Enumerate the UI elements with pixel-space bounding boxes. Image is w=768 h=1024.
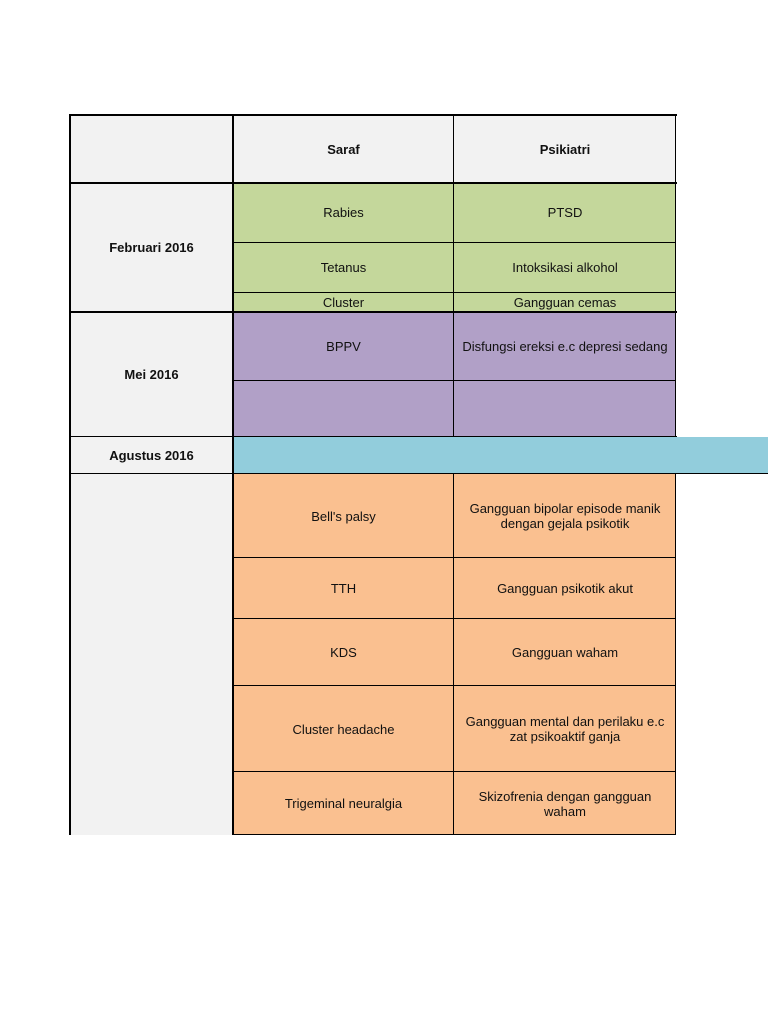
border-right [675,114,676,437]
row-divider [233,685,676,686]
border-bottom [233,834,676,835]
period-label-februari: Februari 2016 [70,183,233,312]
fourth-saraf-cell-1: Bell's palsy [233,474,454,558]
border-between-columns [453,474,454,835]
februari-psikiatri-cell-2: Intoksikasi alkohol [454,242,676,293]
row-divider [233,618,676,619]
period-label-mei: Mei 2016 [70,312,233,437]
februari-saraf-cell-2: Tetanus [233,242,454,293]
mei-saraf-cell-2 [233,380,454,437]
fourth-psikiatri-cell-4: Gangguan mental dan perilaku e.c zat psikoaktif ganja [454,686,676,772]
border-label-column [232,114,234,835]
row-divider [233,557,676,558]
fourth-psikiatri-cell-5: Skizofrenia dengan gangguan waham [454,772,676,835]
fourth-saraf-cell-3: KDS [233,619,454,686]
februari-psikiatri-cell-1: PTSD [454,183,676,242]
mei-psikiatri-cell-2 [454,380,676,437]
februari-psikiatri-cell-3: Gangguan cemas [454,293,676,312]
fourth-saraf-cell-4: Cluster headache [233,686,454,772]
row-divider [233,292,676,293]
border-under-header [69,182,677,184]
border-under-agustus [69,473,768,474]
mei-saraf-cell-1: BPPV [233,312,454,380]
agustus-band [233,437,768,474]
mei-psikiatri-cell-1: Disfungsi ereksi e.c depresi sedang [454,312,676,380]
border-under-mei [69,436,677,437]
fourth-saraf-cell-5: Trigeminal neuralgia [233,772,454,835]
period-label-agustus: Agustus 2016 [70,437,233,474]
border-under-februari [69,311,677,313]
column-header-psikiatri: Psikiatri [454,115,676,183]
fourth-psikiatri-cell-2: Gangguan psikotik akut [454,558,676,619]
fourth-saraf-cell-2: TTH [233,558,454,619]
border-right [675,474,676,835]
period-label-fourth [70,474,233,835]
border-between-columns [453,114,454,437]
februari-saraf-cell-1: Rabies [233,183,454,242]
row-divider [233,771,676,772]
februari-saraf-cell-3: Cluster [233,293,454,312]
row-divider [233,380,676,381]
fourth-psikiatri-cell-3: Gangguan waham [454,619,676,686]
header-corner-cell [70,115,233,183]
border-left [69,114,71,835]
border-top [69,114,677,116]
column-header-saraf: Saraf [233,115,454,183]
fourth-psikiatri-cell-1: Gangguan bipolar episode manik dengan gejala psikotik [454,474,676,558]
row-divider [233,242,676,243]
